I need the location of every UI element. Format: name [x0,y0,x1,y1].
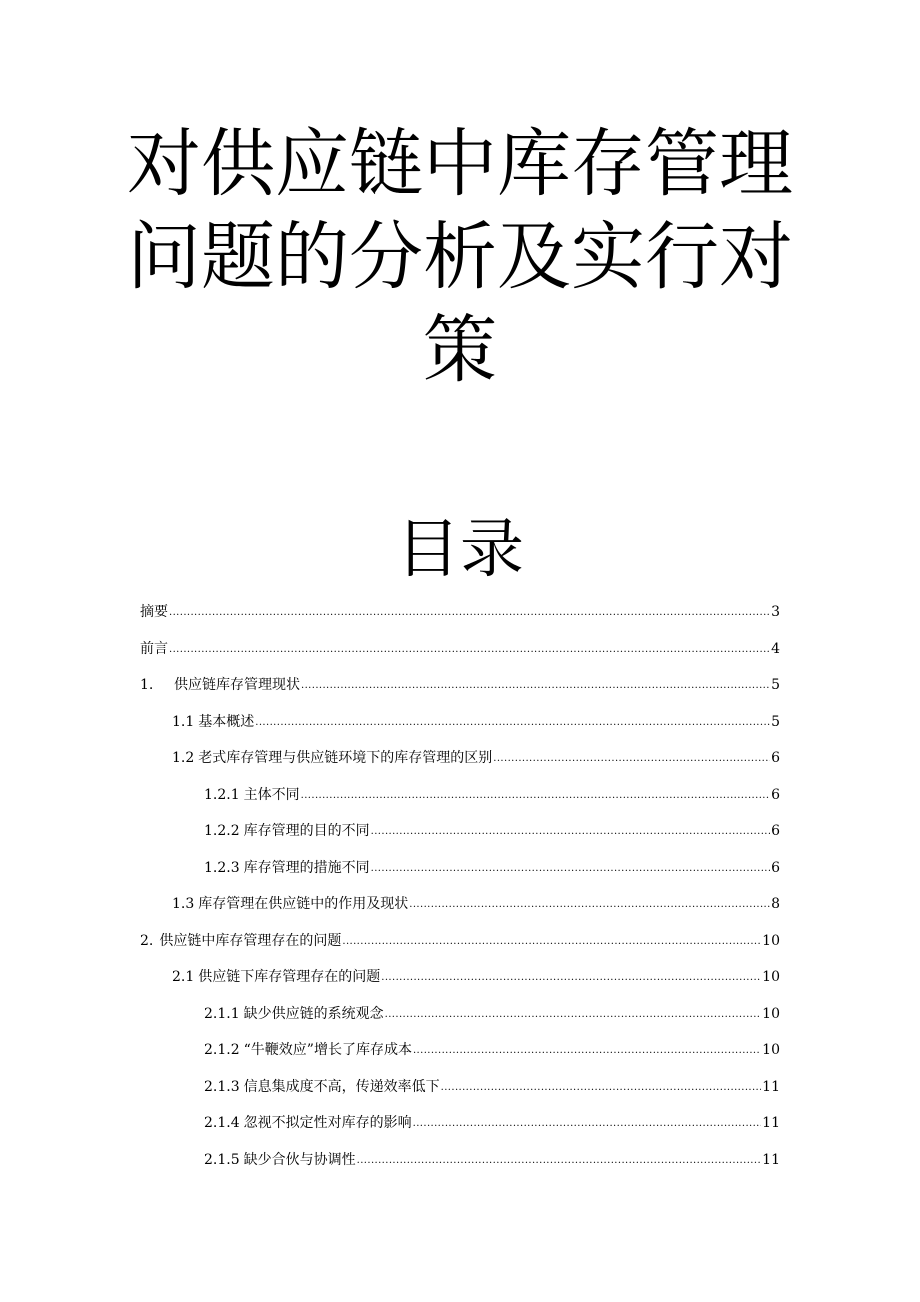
toc-dot-leader [371,815,770,847]
toc-entry-number: 2.1.3 [204,1078,240,1095]
table-of-contents [140,597,780,1181]
toc-entry[interactable] [140,853,780,890]
toc-entry-label [204,816,370,846]
document-title [120,118,800,397]
toc-entry-text: 信息集成度不高，传递效率低下 [243,1078,440,1095]
toc-entry[interactable] [140,962,780,999]
toc-dot-leader [441,1071,762,1103]
toc-page-number: 10 [762,932,780,949]
toc-entry[interactable] [140,1145,780,1182]
toc-entry-text: 库存管理的措施不同 [243,859,370,876]
toc-entry-label [204,1072,440,1102]
toc-entry-text: 库存管理在供应链中的作用及现状 [198,896,409,912]
toc-dot-leader [301,779,770,811]
toc-dot-leader [413,1034,761,1066]
toc-entry-text: 缺少供应链的系统观念 [243,1005,384,1022]
toc-entry-label [140,670,300,700]
toc-page-number: 5 [771,713,780,730]
toc-heading: 目录 [396,513,524,587]
toc-entry-number: 2.1.1 [204,1005,240,1022]
toc-entry-number: 2.1.2 [204,1042,240,1058]
toc-page-number: 6 [771,823,780,839]
toc-entry-label [140,926,341,956]
toc-entry[interactable] [140,634,780,671]
toc-entry-number: 1.3 [172,896,195,912]
toc-page-number: 10 [762,1005,780,1022]
toc-entry-label [140,634,168,664]
toc-entry-label [172,707,254,737]
toc-page-number: 11 [762,1078,780,1095]
toc-entry-label [204,1108,412,1138]
toc-entry-number: 2. [140,932,154,949]
toc-entry[interactable] [140,670,780,707]
toc-entry-label [204,1145,356,1175]
toc-entry-number: 1.2 [172,750,195,766]
toc-page-number: 3 [771,604,780,620]
toc-entry-number: 2.1 [172,969,195,985]
toc-page-number: 10 [762,969,780,985]
toc-entry-text: “牛鞭效应”增长了库存成本 [243,1042,412,1058]
toc-dot-leader [493,742,770,774]
toc-entry-number: 1. [140,677,154,693]
toc-page-number: 6 [771,750,780,766]
toc-page-number: 8 [771,896,780,912]
title-line: 策 [423,307,497,393]
toc-page-number: 10 [762,1042,780,1058]
toc-page-number: 5 [771,677,780,693]
toc-dot-leader [413,1107,762,1139]
toc-dot-leader [342,925,761,957]
toc-dot-leader [301,669,770,701]
toc-entry[interactable] [140,597,780,634]
toc-page-number: 6 [771,859,780,876]
toc-entry-label [172,889,408,919]
toc-entry-label [172,962,380,992]
toc-dot-leader [371,852,770,884]
toc-entry-text: 老式库存管理与供应链环境下的库存管理的区别 [198,750,493,766]
toc-entry-label [204,780,300,810]
toc-page-number: 11 [762,1115,780,1131]
toc-entry-number: 1.2.2 [204,823,240,839]
toc-dot-leader [385,998,762,1030]
toc-entry-text: 忽视不拟定性对库存的影响 [243,1115,412,1131]
toc-entry-text: 供应链下库存管理存在的问题 [198,969,381,985]
toc-entry[interactable] [140,926,780,963]
toc-page-number: 11 [762,1151,780,1168]
toc-entry-text: 缺少合伙与协调性 [243,1151,356,1168]
toc-dot-leader [381,961,761,993]
toc-entry[interactable] [140,1072,780,1109]
toc-entry-label [204,1035,412,1065]
toc-entry-label [172,743,492,773]
toc-entry[interactable] [140,816,780,853]
toc-entry[interactable] [140,780,780,817]
toc-entry-label [204,853,370,883]
toc-entry[interactable] [140,1035,780,1072]
toc-entry-label [204,999,384,1029]
toc-entry-text: 前言 [140,640,168,657]
toc-entry-text: 主体不同 [243,786,300,803]
toc-entry-number: 1.1 [172,713,195,730]
toc-entry-text: 基本概述 [198,713,255,730]
toc-entry-text: 摘要 [140,604,168,620]
toc-entry[interactable] [140,707,780,744]
toc-entry-number: 2.1.4 [204,1115,240,1131]
toc-dot-leader [169,596,770,628]
toc-page-number: 6 [771,786,780,803]
toc-entry-number: 1.2.3 [204,859,240,876]
toc-entry-text: 供应链中库存管理存在的问题 [159,932,342,949]
toc-dot-leader [409,888,770,920]
toc-entry[interactable] [140,999,780,1036]
toc-entry-text: 库存管理的目的不同 [243,823,370,839]
toc-entry-text: 供应链库存管理现状 [174,677,300,693]
toc-entry[interactable] [140,1108,780,1145]
toc-page-number: 4 [771,640,780,657]
toc-dot-leader [357,1144,762,1176]
toc-dot-leader [169,633,770,665]
toc-entry[interactable] [140,743,780,780]
title-line: 问题的分析及实行对 [127,214,793,300]
title-line: 对供应链中库存管理 [127,121,793,207]
toc-entry-number: 2.1.5 [204,1151,240,1168]
toc-entry-number: 1.2.1 [204,786,240,803]
toc-entry[interactable] [140,889,780,926]
toc-entry-label [140,597,168,627]
toc-dot-leader [255,706,770,738]
